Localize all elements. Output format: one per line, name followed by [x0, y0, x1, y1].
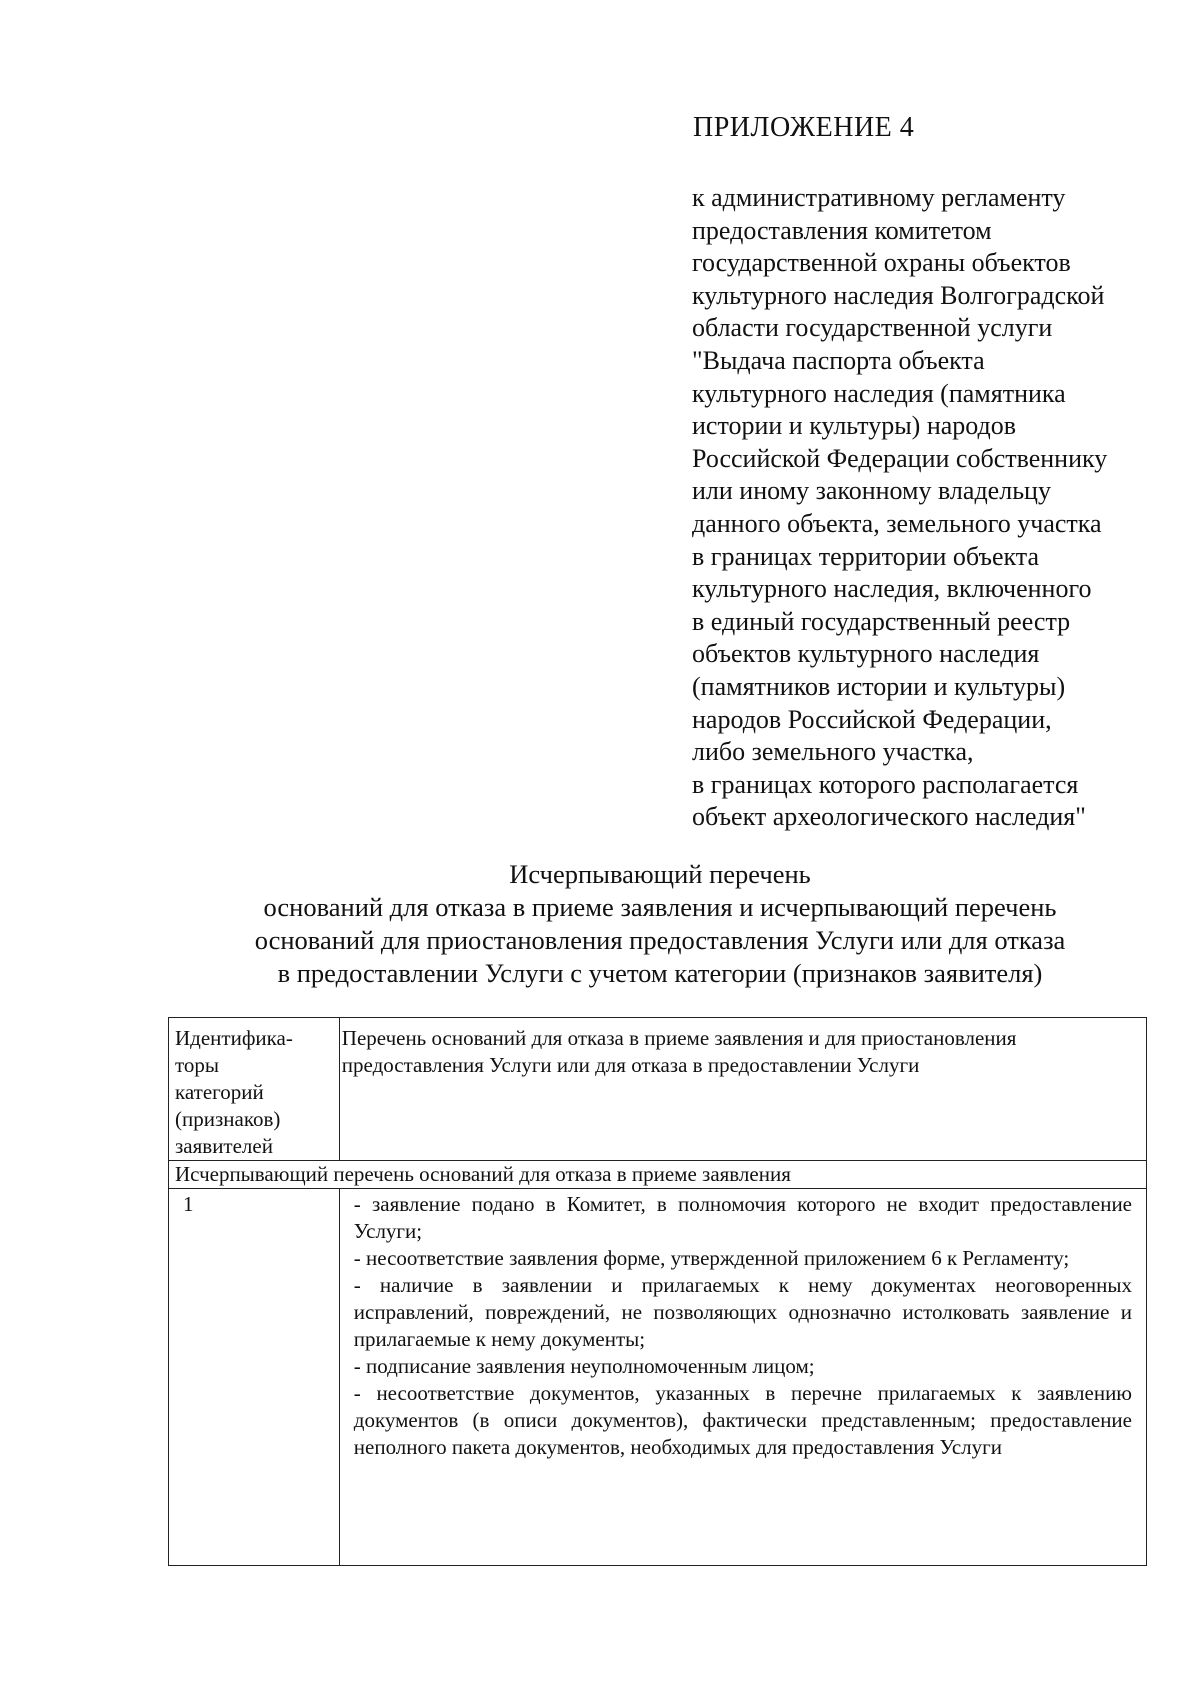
heading-line: Исчерпывающий перечень: [509, 859, 811, 889]
list-item: - заявление подано в Комитет, в полномочия которого не входит предоставление Услуги;: [353, 1192, 1132, 1243]
appendix-text: [692, 182, 1162, 834]
heading-line: в предоставлении Услуги с учетом категории (признаков заявителя): [277, 958, 1043, 988]
header-id-line: заявителей: [175, 1134, 273, 1158]
appendix-line: Российской Федерации собственнику: [692, 443, 1108, 473]
row-items-cell: [339, 1189, 1146, 1566]
appendix-line: народов Российской Федерации,: [692, 704, 1052, 734]
appendix-line: предоставления комитетом: [692, 215, 992, 245]
list-item: - подписание заявления неуполномоченным лицом;: [353, 1354, 815, 1378]
header-id-cell: [169, 1018, 340, 1161]
appendix-line: данного объекта, земельного участка: [692, 508, 1102, 538]
appendix-line: культурного наследия, включенного: [692, 574, 1092, 604]
table-section-row: [169, 1161, 1147, 1189]
appendix-line: в единый государственный реестр: [692, 606, 1071, 636]
row-id-cell: [169, 1189, 340, 1566]
appendix-line: (памятников истории и культуры): [692, 671, 1066, 701]
list-item: - несоответствие заявления форме, утвержденной приложением 6 к Регламенту;: [353, 1246, 1070, 1270]
grounds-table: [168, 1017, 1147, 1566]
appendix-line: либо земельного участка,: [692, 737, 974, 767]
appendix-title: ПРИЛОЖЕНИЕ 4: [693, 112, 915, 143]
appendix-line: в границах которого располагается: [692, 769, 1079, 799]
appendix-line: "Выдача паспорта объекта: [692, 345, 985, 375]
table-header-row: [169, 1018, 1147, 1161]
appendix-line: объектов культурного наследия: [692, 639, 1040, 669]
heading-line: оснований для отказа в приеме заявления и исчерпывающий перечень: [263, 892, 1057, 922]
section-title: Исчерпывающий перечень оснований для отказа в приеме заявления: [175, 1162, 791, 1186]
appendix-line: в границах территории объекта: [692, 541, 1040, 571]
header-id-line: Идентифика-: [175, 1026, 293, 1050]
header-id-line: категорий: [175, 1080, 264, 1104]
appendix-line: области государственной услуги: [692, 313, 1053, 343]
header-id-line: (признаков): [175, 1107, 281, 1131]
appendix-line: государственной охраны объектов: [692, 248, 1071, 278]
heading-line: оснований для приостановления предоставления Услуги или для отказа: [254, 925, 1066, 955]
header-list-text: Перечень оснований для отказа в приеме заявления и для приостановления предоставления Услуги или для отказа в предоставлении Услуги: [341, 1026, 1017, 1077]
section-title-cell: [169, 1161, 1147, 1189]
appendix-line: объект археологического наследия": [692, 802, 1086, 832]
appendix-line: истории и культуры) народов: [692, 411, 1017, 441]
list-item: - несоответствие документов, указанных в перечне прилагаемых к заявлению документов (в описи документов), фактически представленным; предоставление неполного пакета документов, необходимых для предоставления Услуги: [353, 1381, 1132, 1459]
appendix-line: к административному регламенту: [692, 183, 1066, 212]
appendix-line: культурного наследия (памятника: [692, 378, 1066, 408]
appendix-line: культурного наследия Волгоградской: [692, 280, 1105, 310]
row-id: 1: [183, 1192, 194, 1216]
header-id-line: торы: [175, 1053, 220, 1077]
list-item: - наличие в заявлении и прилагаемых к нему документах неоговоренных исправлений, повреждений, не позволяющих однозначно истолковать заявление и прилагаемые к нему документы;: [353, 1273, 1132, 1351]
table-row: [169, 1189, 1147, 1566]
appendix-line: или иному законному владельцу: [692, 476, 1051, 506]
header-list-cell: [339, 1018, 1146, 1161]
document-heading: [150, 858, 1170, 990]
